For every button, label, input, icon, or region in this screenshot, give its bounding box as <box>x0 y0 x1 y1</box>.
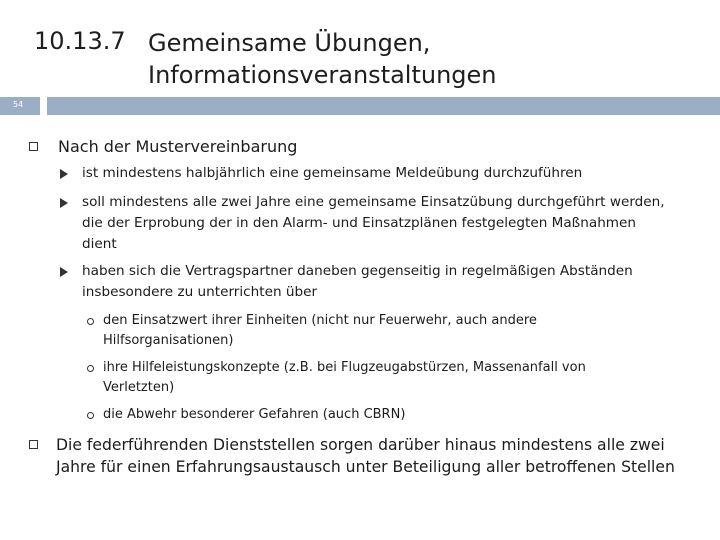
sub-bullet-text: ist mindestens halbjährlich eine gemeinsame Meldeübung durchzuführen <box>82 165 583 181</box>
square-bullet-icon <box>29 142 38 151</box>
square-bullet-icon <box>29 440 38 449</box>
ring-bullet-icon <box>87 412 94 419</box>
bullet-text: Nach der Mustervereinbarung <box>58 137 298 156</box>
title-number: 10.13.7 <box>34 27 126 55</box>
detail-bullet-text: ihre Hilfeleistungskonzepte (z.B. bei Flugzeugabstürzen, Massenanfall von Verletzten) <box>103 360 586 395</box>
slide-title: Gemeinsame Übungen, Informationsveranstaltungen <box>148 29 497 89</box>
bullet-text: Die federführenden Dienststellen sorgen darüber hinaus mindestens alle zwei Jahre für einen Erfahrungsaustausch unter Beteiligung aller betroffenen Stellen <box>56 436 675 476</box>
detail-bullet-text: den Einsatzwert ihrer Einheiten (nicht nur Feuerwehr, auch andere Hilfsorganisationen) <box>103 313 537 348</box>
ring-bullet-icon <box>87 318 94 325</box>
arrow-bullet-icon <box>60 267 68 277</box>
detail-bullet-text: die Abwehr besonderer Gefahren (auch CBRN) <box>103 407 406 422</box>
arrow-bullet-icon <box>60 198 68 208</box>
header-accent-bar <box>47 97 720 115</box>
arrow-bullet-icon <box>60 169 68 179</box>
sub-bullet-text: soll mindestens alle zwei Jahre eine gemeinsame Einsatzübung durchgeführt werden, die der Erprobung der in den Alarm- und Einsatzplänen festgelegten Maßnahmen dient <box>82 194 665 252</box>
sub-bullet-text: haben sich die Vertragspartner daneben gegenseitig in regelmäßigen Abständen insbesondere zu unterrichten über <box>82 263 633 300</box>
ring-bullet-icon <box>87 365 94 372</box>
slide-number: 54 <box>13 100 24 109</box>
